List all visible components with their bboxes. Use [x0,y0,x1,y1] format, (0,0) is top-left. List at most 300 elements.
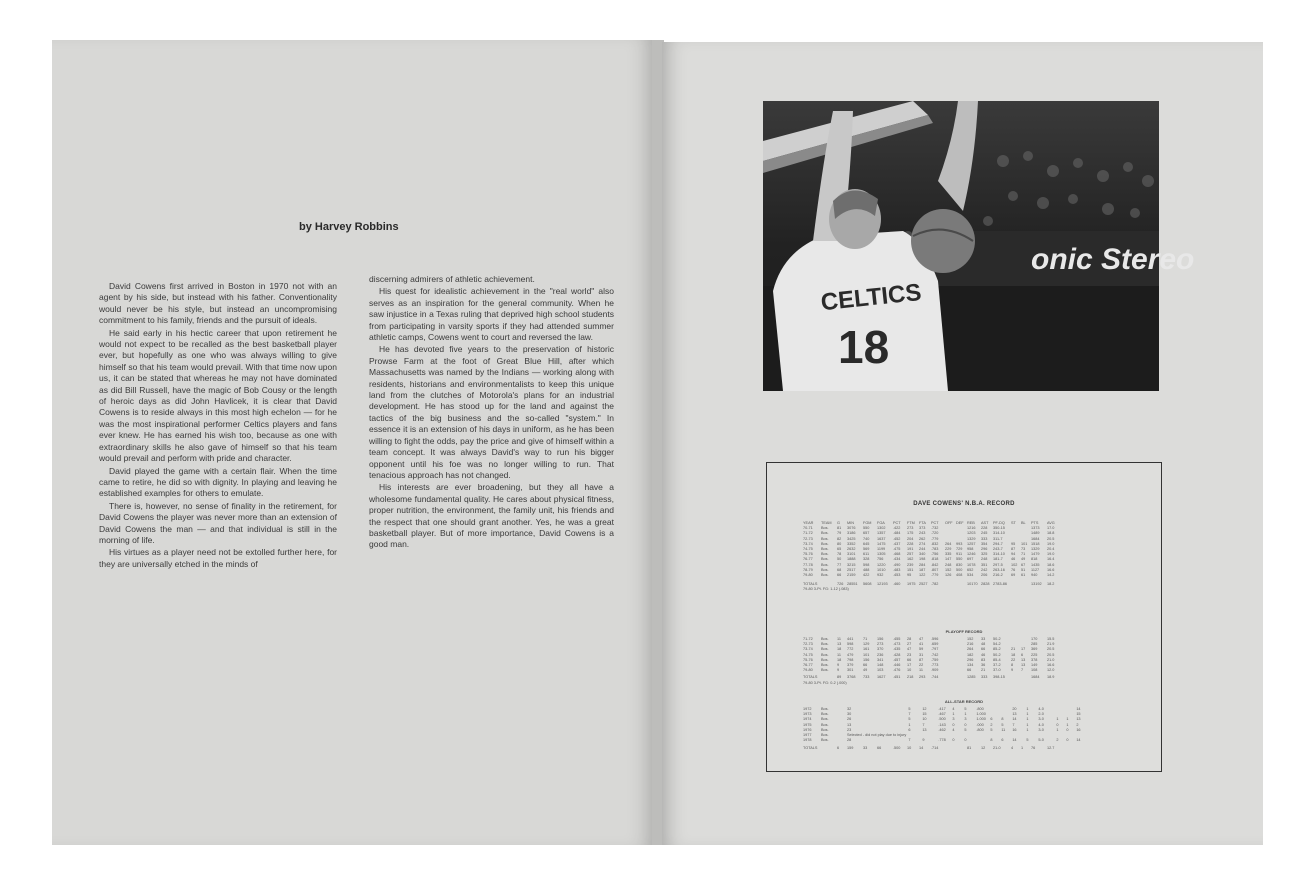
stat-cell: 285 [1031,642,1038,647]
stat-cell: .782 [931,582,939,587]
stat-cell: 21 [981,668,986,673]
stat-cell: 225 [1031,652,1038,657]
stat-cell: 500 [956,567,963,572]
stat-cell: 1305 [877,552,886,557]
stat-cell: 5 [908,707,911,711]
stat-cell: 103 [877,668,884,673]
stat-cell: 151 [907,567,914,572]
stat-cell: 37-2 [993,663,1001,668]
stat-cell: 9 [837,663,840,668]
player-photo [763,101,1195,391]
stat-cell: 2 [1076,722,1079,727]
stat-cell: 14 [919,746,924,751]
stat-cell: 94 [1011,552,1016,557]
stat-cell: 598 [863,562,870,567]
stat-cell: 756 [877,557,884,562]
stat-cell: 740 [863,536,870,541]
stat-cell: 911 [956,552,963,557]
stat-cell: 79-80 [803,573,813,578]
stat-cell: .732 [931,526,939,531]
stat-cell: 152 [945,567,952,572]
stat-cell: Bos. [821,738,829,743]
stat-cell: Selected - did not play due to injury [847,733,907,738]
stat-cell: 5-0 [1038,738,1044,743]
stat-cell: .468 [893,552,901,557]
stat-cell: 69 [1011,573,1016,578]
stat-cell: 1 [1066,722,1069,727]
stat-cell: 733 [863,675,870,680]
paragraph: David Cowens first arrived in Boston in 1970 not with an agent by his side, but instead with his father. Conventionality would never be his style, but instead an uncompromising commitment to his family, friends and the pursuit of ideals. [99,281,337,326]
stat-cell: .434 [893,557,901,562]
stat-cell: G [837,521,840,525]
stat-cell: 657 [863,531,870,536]
stat-cell: 13 [837,642,842,647]
stat-cell: 1684 [1031,675,1040,680]
stat-cell: Bos. [821,663,829,668]
stat-cell: 66 [877,746,882,751]
stat-cell: 248 [945,562,952,567]
stat-cell: 81 [837,526,842,531]
stat-cell: 17 [907,663,912,668]
stat-cell: 12.0 [1047,668,1055,673]
stat-cell: 21 [1011,647,1016,652]
stat-cell: .476 [893,668,901,673]
stat-cell: 8 [1001,717,1004,722]
stat-cell: 79-80 [803,668,813,673]
stat-cell: 697 [967,557,974,562]
paragraph: He has devoted five years to the preservation of historic Prowse Farm at the foot of Great Blue Hill, after which Massachusetts was named by the Indians — working along with residents, historians and environmentalists to keep this unique land from the clutches of Motorola's plans for an industrial development. He has stood up for the land and against the tactics of the big business and the so-called "system." In essence it is an extension of his days in uniform, as he has been willing to fight the odds, pay the price and give of himself within a team concept. It was always David's way to run his bigger opponent until his foe was no longer willing to run. That tenacious approach has not changed. [369,344,614,480]
stat-cell: FTM [907,521,915,525]
stat-cell: 3 [964,717,967,722]
stat-cell: 244 [919,547,926,552]
stat-cell: 13 [1012,712,1017,717]
stat-cell: 2783-86 [993,582,1007,587]
stat-cell: 126 [945,573,952,578]
stat-cell: 242 [981,567,988,572]
stat-cell: 534 [967,573,974,578]
stat-cell: 311-7 [993,536,1003,541]
stat-cell: 20.5 [1047,647,1055,652]
stat-cell: .500 [938,717,946,722]
stat-cell: Bos. [821,557,829,562]
stat-cell: 31 [919,652,924,657]
stat-cell: 11 [837,637,841,641]
stat-cell: 149 [1031,663,1038,668]
stat-cell: 1.000 [976,717,986,722]
stat-cell: 2-0 [1038,712,1044,717]
stat-cell: 1435 [1031,562,1040,567]
stat-cell: 3-0 [1038,727,1044,732]
stat-cell: 7 [908,738,911,743]
stat-cell: 1216 [967,526,976,531]
stat-cell: 46 [1011,557,1016,562]
stats-title: DAVE COWENS' N.B.A. RECORD [913,501,1015,507]
stat-cell: 296 [981,547,988,552]
stat-cell: 1 [952,712,955,717]
table-row [803,573,1059,578]
stat-cell: Bos. [821,642,829,647]
regular-note: 79-80 3-Pt. FG: 1-12 (.083) [803,587,849,592]
stat-cell: 293 [919,675,926,680]
stat-cell: .800 [976,727,984,732]
stat-cell: 89 [837,675,842,680]
stat-cell: 0 [1066,727,1069,732]
stat-cell: 5608 [863,582,872,587]
stat-cell: .453 [893,573,901,578]
stat-cell: 0 [964,738,967,743]
stat-cell: 13 [1021,657,1026,662]
paragraph: discerning admirers of athletic achievement. [369,274,535,284]
stat-cell: 47 [907,647,912,652]
stat-cell: .475 [893,547,901,552]
stat-cell: .714 [931,746,939,751]
stat-cell: 6 [1001,738,1004,743]
stat-cell: BL [1021,521,1026,525]
stat-cell: 314-10 [993,531,1005,536]
stat-cell: .783 [931,547,939,552]
stat-cell: 818 [1031,557,1038,562]
stat-cell: 148 [877,663,884,668]
stat-cell: TEAM [821,521,832,525]
stat-cell: 14 [1076,707,1081,711]
stat-cell: TOTALS [803,746,818,751]
paragraph: His quest for idealistic achievement in the "real world" also serves as an inspiration for the general community. When he saw injustice in a Texas ruling that deprived high school students from participating in varsity sports if they had attended summer athletic camps, Cowens went to court and reversed the law. [369,286,614,343]
playoff-table [803,637,1135,685]
stat-cell: 78 [837,552,842,557]
stat-cell: 351 [981,562,988,567]
stat-cell: 1972 [803,707,812,711]
stat-cell: 129 [863,642,870,647]
stat-cell: 72-73 [803,642,813,647]
table-row [803,738,1104,743]
stat-cell: 36 [981,663,986,668]
stat-cell: 335 [945,552,952,557]
stat-cell: .818 [931,557,939,562]
stat-cell: 0 [1066,738,1069,743]
stat-cell: Bos. [821,717,829,722]
stat-cell: 1257 [967,541,976,546]
stat-cell: 50-2 [993,652,1001,657]
stat-cell: 4 [952,727,955,732]
stat-cell: 0 [964,722,967,727]
stat-cell: 122 [919,573,926,578]
stat-cell: 218 [907,675,914,680]
stat-cell: .797 [931,647,939,652]
stat-cell: 369 [1031,647,1038,652]
stat-cell: 70-71 [803,526,813,531]
stat-cell: 18.6 [1047,562,1055,567]
stat-cell: 21-0 [993,746,1001,751]
stat-cell: 611 [863,552,870,557]
stat-cell: 1203 [967,531,976,536]
stat-cell: 26 [847,717,852,722]
stat-cell: 10 [907,746,912,751]
stat-cell: 7 [1012,722,1015,727]
stat-cell: 16 [1012,727,1017,732]
stat-cell: 1285 [967,675,976,680]
stat-cell: 16.6 [1047,567,1055,572]
stat-cell: 71 [1021,552,1026,557]
stat-cell: 0 [1056,722,1059,727]
article-byline: by Harvey Robbins [299,221,399,233]
stat-cell: .596 [931,637,939,641]
playoff-title: PLAYOFF RECORD [945,629,983,634]
stat-cell: 66 [863,663,868,668]
stat-cell: AST [981,521,989,525]
stat-cell: .422 [893,526,901,531]
stat-cell: 1 [1026,727,1029,732]
stat-cell: OFF [945,521,953,525]
stat-cell: 13 [1021,663,1026,668]
stat-cell: 37-0 [993,668,1001,673]
stat-cell: 3 [952,717,955,722]
stat-cell: 76-77 [803,557,813,562]
stat-cell: FGA [877,521,885,525]
stat-cell: .720 [931,531,939,536]
stat-cell: 66 [837,573,842,578]
stat-cell [956,668,967,673]
stat-cell: 1975 [803,722,812,727]
stat-cell: 798 [847,657,854,662]
stat-cell: 72-73 [803,536,813,541]
stat-cell: REB [967,521,975,525]
jersey-number: 18 [838,321,890,373]
stat-cell: 1302 [877,526,886,531]
stat-cell: 274 [919,541,926,546]
stat-cell: 21.0 [1047,657,1055,662]
stat-cell: .807 [931,567,939,572]
stat-cell: 28551 [847,582,858,587]
stat-cell: Bos. [821,573,829,578]
stat-cell: 13192 [1031,582,1042,587]
stat-cell: 27 [907,642,912,647]
stat-cell: 6 [837,746,840,751]
stat-cell: 1977 [803,733,812,738]
stat-cell: Bos. [821,567,829,572]
stat-cell: 80 [837,541,842,546]
stat-cell: PCT [893,521,901,525]
stat-cell: 75-76 [803,657,813,662]
stat-cell: 101 [1021,541,1028,546]
stat-cell: 2517 [847,567,856,572]
stat-cell: 3076 [847,526,856,531]
stat-cell: 14 [1076,738,1081,743]
stat-cell: .451 [893,675,901,680]
paragraph: David played the game with a certain flair. When the time came to retire, he did so with dignity. In playing and leaving he established examples for others to emulate. [99,465,337,499]
stat-cell: .773 [931,663,939,668]
stat-cell: 204 [907,536,914,541]
stat-cell: 48 [981,642,986,647]
stat-cell: 79 [837,531,842,536]
stat-cell: 33 [981,637,986,641]
stat-cell: 74-75 [803,652,813,657]
stat-cell: 569 [863,547,870,552]
stat-cell: 373 [919,526,926,531]
stat-cell: 82 [837,536,842,541]
stat-cell: 1973 [803,712,812,717]
stat-cell: 1627 [877,675,886,680]
stat-cell: 162 [907,557,914,562]
stat-cell [837,738,847,743]
stat-cell: 333 [981,536,988,541]
stat-cell: 1479 [1031,552,1040,557]
stat-cell: 61 [1021,573,1026,578]
stat-cell: Bos. [821,562,829,567]
stat-cell: 2 [1056,738,1059,743]
stat-cell: 11 [919,668,923,673]
stat-cell: 1373 [1031,526,1040,531]
stat-cell: 49 [1021,557,1026,562]
stat-cell: 71 [863,637,868,641]
stat-cell: 66 [907,657,912,662]
stat-cell: 273 [907,526,914,531]
stat-cell: 1 [1026,712,1029,717]
article-column-2 [369,274,614,552]
stat-cell: 1637 [877,536,886,541]
stat-cell: 398-15 [993,675,1005,680]
stat-cell: .490 [893,562,901,567]
stat-cell: 68 [837,567,842,572]
allstar-table [803,707,1135,752]
stat-cell: Bos. [821,657,829,662]
stat-cell: 41 [919,642,924,647]
stat-cell: 228 [981,526,988,531]
stat-cell: 2828 [981,582,990,587]
stat-cell: 297-5 [993,562,1003,567]
stat-cell: 3186 [847,531,856,536]
stat-cell: 18.2 [1047,582,1055,587]
stat-cell: 108 [1031,668,1038,673]
stat-cell: 87 [1011,547,1016,552]
stat-cell: Bos. [821,526,829,531]
stat-cell: 15.5 [1047,637,1055,641]
paragraph: His interests are ever broadening, but they all have a wholesome fundamental quality. He cares about physical fitness, proper nutrition, the environment, the family unit, his friends and the respect that one should grant another. Yes, he was a great basketball player. But of more importance, David Cowens is a good man. [369,482,614,550]
stat-cell: 340 [919,552,926,557]
stat-cell: .909 [931,668,939,673]
stat-cell: 83 [981,657,986,662]
stat-cell: 1 [1056,727,1059,732]
stat-cell: 76-77 [803,663,813,668]
stat-cell: 10 [907,668,912,673]
stat-cell: Bos. [821,712,829,717]
stat-cell: 47 [919,637,924,641]
stat-cell: 67 [1021,562,1026,567]
stat-cell: Bos. [821,707,829,711]
stat-cell: .446 [893,663,901,668]
stat-cell: 354 [981,541,988,546]
stat-cell: .437 [893,541,901,546]
playoff-note: 79-80 3-Pt. FG: 0-2 (.000) [803,680,847,685]
stat-cell: 11 [1001,727,1006,732]
stat-cell: 7 [922,722,925,727]
stat-cell: .000 [976,722,984,727]
stat-cell: .759 [931,657,939,662]
stat-cell: .460 [893,582,901,587]
stat-cell: 30 [847,712,852,717]
stat-cell: 1 [1026,707,1029,711]
jersey-text: CELTICS [819,278,923,317]
stat-cell: 16 [1076,727,1081,732]
stat-cell: 13 [922,727,927,732]
stat-cell: 8 [1011,663,1014,668]
stat-cell: 20.4 [1047,547,1055,552]
stat-cell: .778 [938,738,946,743]
stat-cell: 49 [863,668,868,673]
stat-cell: 73 [1021,547,1026,552]
stat-cell: 341 [877,657,884,662]
stat-cell: 28 [847,738,852,743]
stat-cell: 71-72 [803,531,813,536]
stat-cell: 1 [1026,717,1029,722]
stat-cell: 257 [907,552,914,557]
stat-cell: 1 [1026,722,1029,727]
stat-cell: 1 [1056,717,1059,722]
regular-season-table [803,521,1135,591]
stat-cell: TOTALS [803,582,818,587]
stat-cell: 5 [964,707,967,711]
stat-cell: 17.0 [1047,526,1055,531]
paragraph: He said early in his hectic career that upon retirement he would not expect to be recalled as the best basketball player ever, but hopefully as one who was always willing to give himself so that his team would prevail. With that time now upon us, it can be stated that whereas he may not have dominated as did Bill Russell, have the magic of Bob Cousy or the length of heroic days as did John Havlicek, it is clear that David Cowens is to reside always in this most high echelon — for he was the most inspirational performer Celtics players and fans ever knew. He has earned his wish too, because as one with extraordinary skills he also gave of himself so that his team would prevail and perform with pride and character. [99,327,337,464]
stat-cell: 652 [967,567,974,572]
stat-cell: 1974 [803,717,812,722]
stat-cell: 102 [1011,562,1018,567]
stat-cell: 5 [964,727,967,732]
stat-cell: Bos. [821,722,829,727]
stat-cell: 1.000 [976,712,986,717]
stat-cell: 65 [837,547,842,552]
stat-cell: 10170 [967,582,978,587]
stat-cell: .742 [931,652,939,657]
stat-cell: 1684 [1031,536,1040,541]
stat-cell: 134 [967,663,974,668]
stat-cell: 408 [956,573,963,578]
stat-cell: PCT [931,521,939,525]
stat-cell: FGM [863,521,872,525]
stat-cell: 7 [908,712,911,717]
stat-cell: 422 [863,573,870,578]
stat-cell: 1975 [907,582,916,587]
stat-cell: FTA [919,521,926,525]
stat-cell: 23 [907,652,912,657]
stat-cell: 2527 [919,582,928,587]
stat-cell: PTS [1031,521,1039,525]
stat-cell: 0 [952,738,955,743]
stat-cell: 191 [907,547,914,552]
stat-cell: 46 [981,652,986,657]
stat-cell: 830 [956,562,963,567]
stat-cell: 76 [1011,567,1016,572]
stat-cell: 8 [990,738,993,743]
stat-cell: 216 [967,642,974,647]
stat-cell: 264 [967,647,974,652]
stat-cell: 1 [964,712,967,717]
stat-cell: 1 [1021,746,1024,751]
stat-cell: 14 [1012,717,1017,722]
stat-cell: 479 [847,652,854,657]
stat-cell: 175 [907,531,914,536]
stat-cell: 1978 [803,738,812,743]
stat-cell: 187 [919,567,926,572]
stat-cell: 12 [981,746,986,751]
article-column-1 [99,281,337,571]
stat-cell: 76 [1031,746,1036,751]
stat-cell: 18.8 [1047,531,1055,536]
stat-cell: 243-7 [993,547,1003,552]
stat-cell: 958 [967,547,974,552]
stat-cell: 28 [907,637,912,641]
stat-cell: 152 [967,637,974,641]
stat-cell: 273 [877,642,884,647]
